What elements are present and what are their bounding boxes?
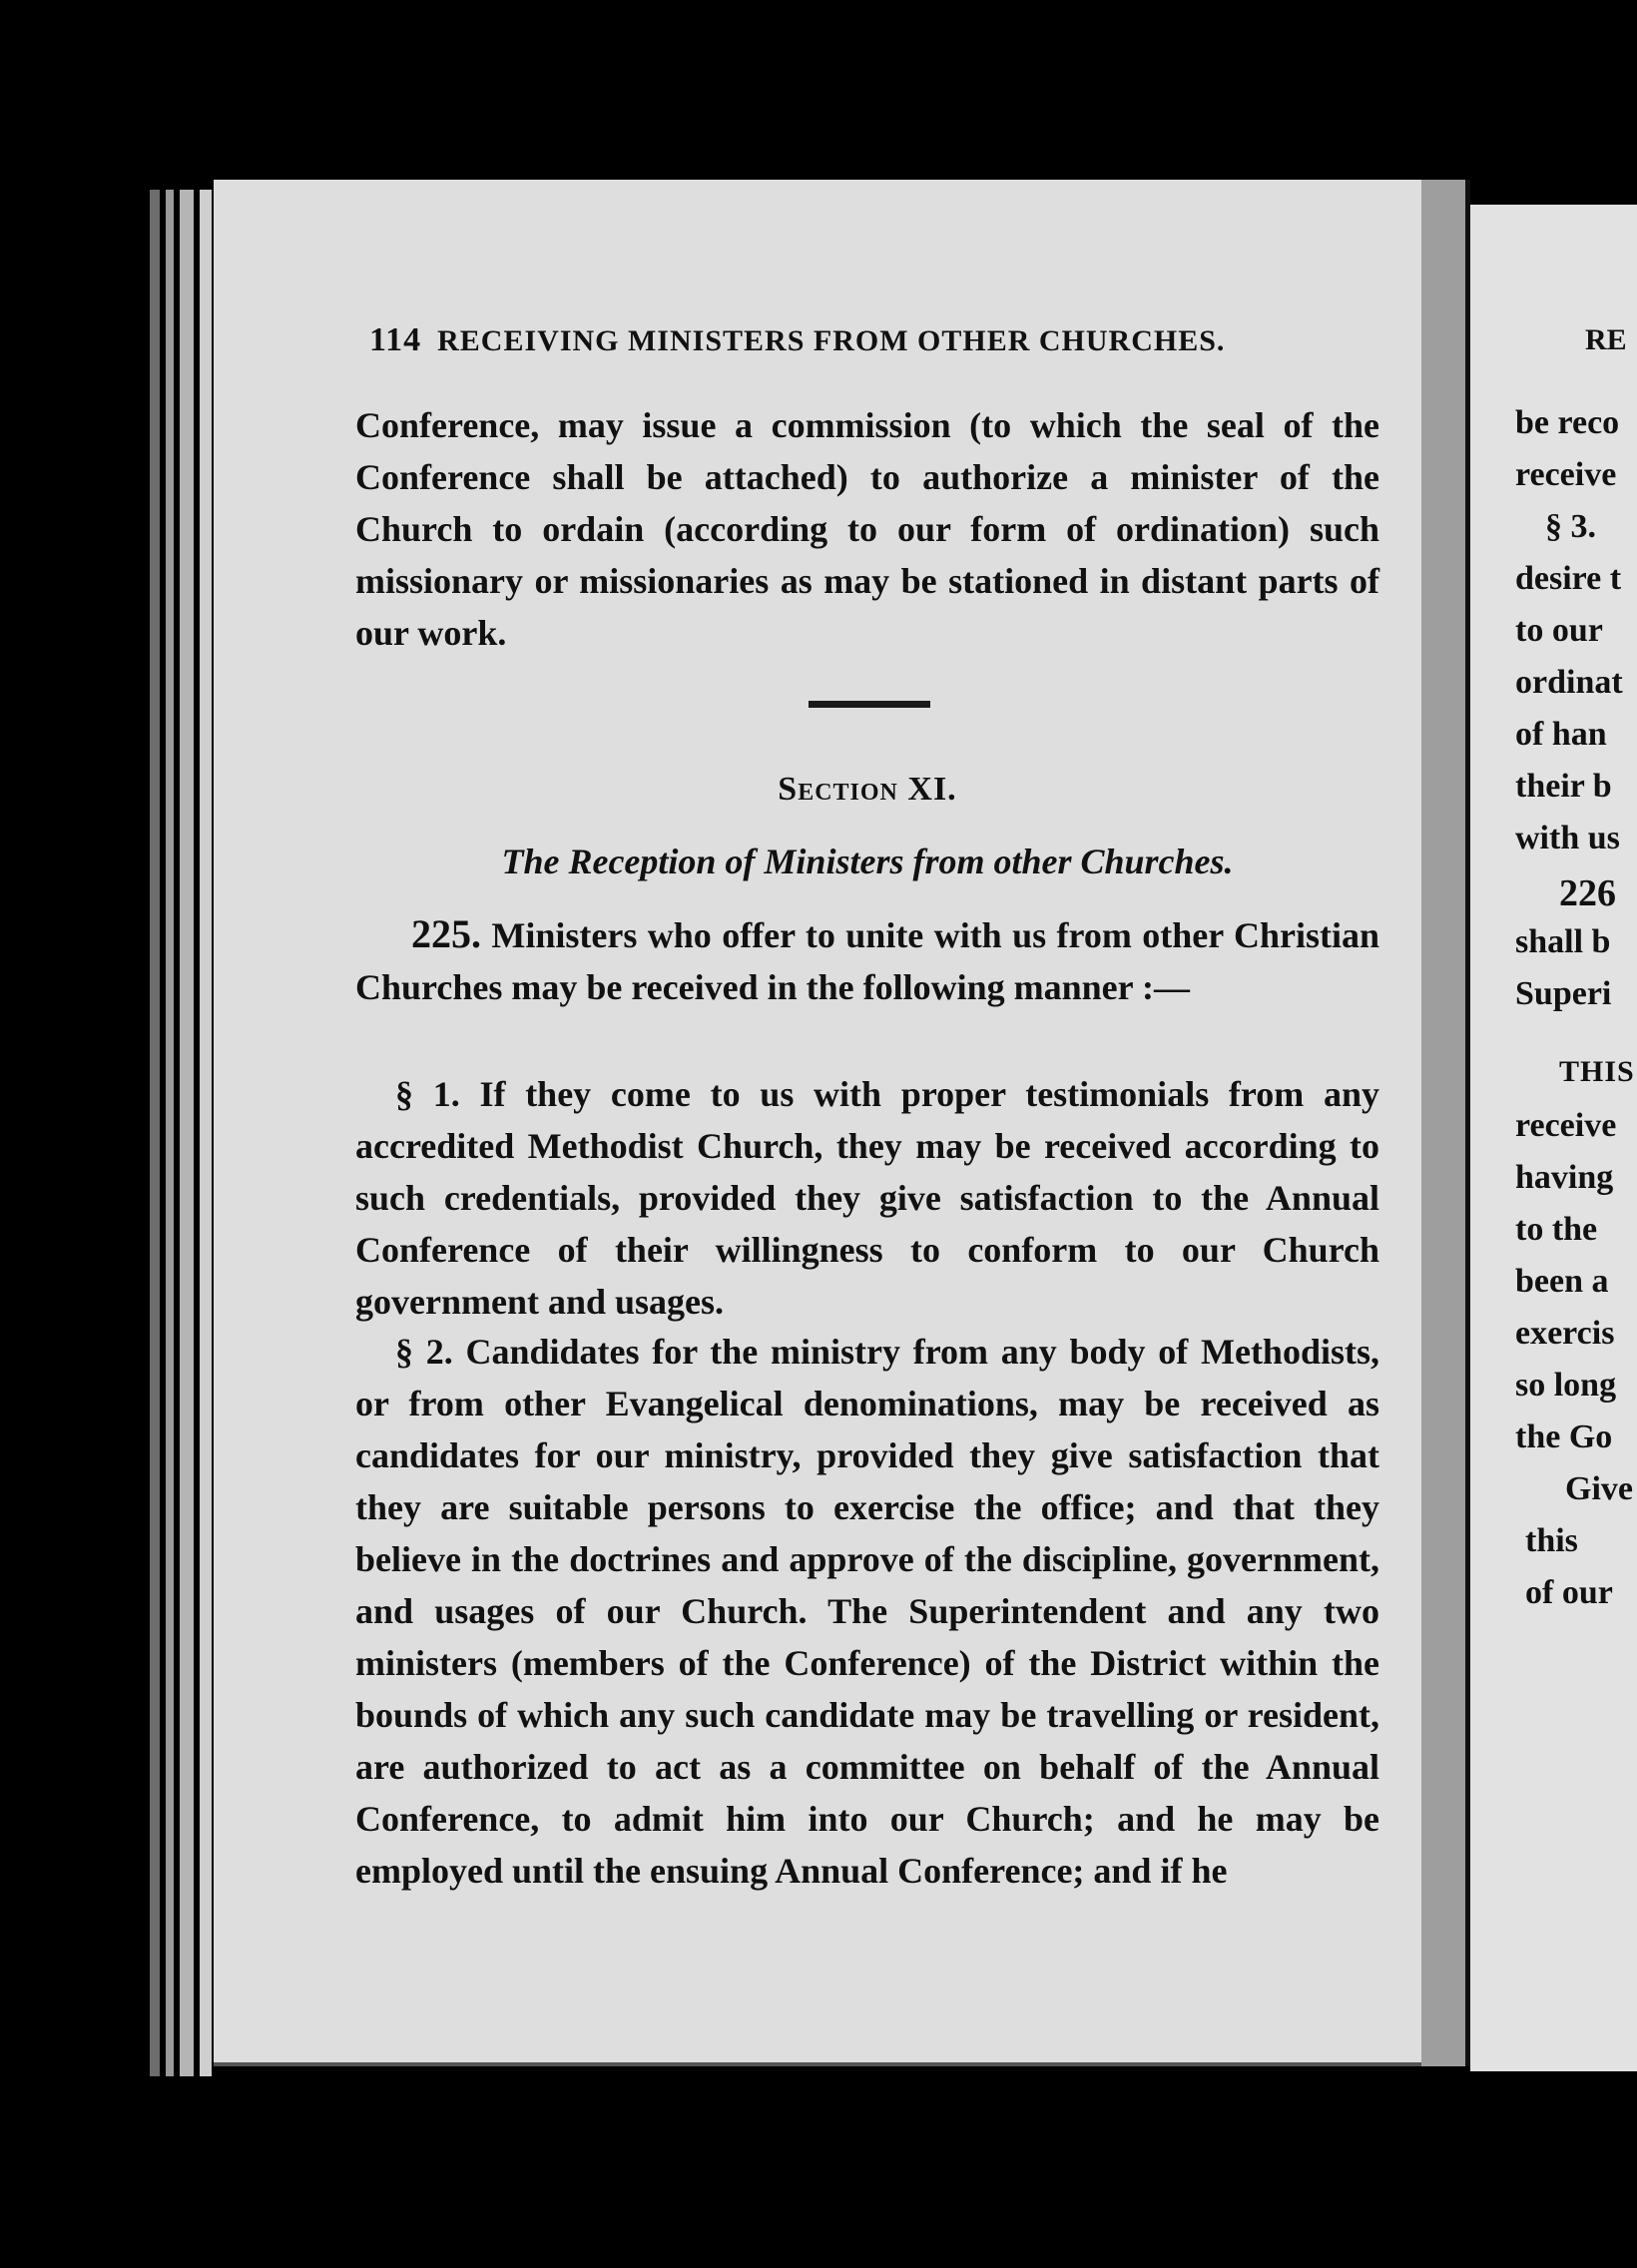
page-edge (180, 190, 194, 2076)
running-head (369, 321, 1377, 365)
right-line: § 3. (1545, 508, 1596, 545)
paragraph-number: 225. (411, 911, 481, 956)
right-line: having (1515, 1159, 1614, 1196)
paragraph-225-text: Ministers who offer to unite with us from other Christian Churches may be received in the following manner :— (355, 915, 1379, 1007)
right-line: receive (1515, 1107, 1617, 1144)
page-edge (166, 190, 174, 2076)
page-edge (150, 190, 160, 2076)
right-line: ordinat (1515, 664, 1623, 701)
right-line: of our (1525, 1574, 1613, 1611)
clause-1: § 1. If they come to us with proper testimonials from any accredited Methodist Church, they may be received according to such credentials, provided they give satisfaction to the Annual Conference of their willingness to conform to our Church government and usages. (355, 1074, 1379, 1322)
right-line: desire t (1515, 560, 1622, 597)
right-line: been a (1515, 1263, 1609, 1300)
section-heading: Section XI. (778, 771, 957, 808)
right-line: be reco (1515, 404, 1620, 441)
right-line: this (1525, 1522, 1578, 1559)
right-line: to our (1515, 612, 1603, 649)
page-number: 114 (369, 321, 422, 358)
right-line: Give (1565, 1470, 1633, 1507)
right-line: THIS (1559, 1055, 1635, 1088)
clause-2: § 2. Candidates for the ministry from any body of Methodists, or from other Evangelical denominations, may be received as candidates for our ministry, provided they give satisfaction that they are suitable persons to exercise the office; and that they believe in the doctrines and approve of the discipline, government, and usages of our Church. The Superintendent and any two ministers (members of the Conference) of the District within the bounds of which any such candidate may be travelling or resident, are authorized to act as a committee on behalf of the Annual Conference, to admit him into our Church; and he may be employed until the ensuing Annual Conference; and if he (355, 1332, 1379, 1891)
right-line: receive (1515, 456, 1617, 493)
running-head-title: RECEIVING MINISTERS FROM OTHER CHURCHES. (437, 324, 1226, 357)
right-line: their b (1515, 768, 1612, 805)
paragraph-225 (355, 908, 1379, 1013)
right-line: to the (1515, 1211, 1598, 1248)
right-line: shall b (1515, 923, 1611, 960)
right-line: Superi (1515, 975, 1612, 1012)
book-gutter (1421, 180, 1465, 2066)
right-line: the Go (1515, 1418, 1613, 1455)
section-subtitle: The Reception of Ministers from other Churches. (501, 842, 1234, 881)
page-bottom-edge (214, 2062, 1421, 2066)
right-running-head: RE (1585, 323, 1627, 356)
right-line: of han (1515, 716, 1607, 753)
right-line: so long (1515, 1367, 1617, 1404)
page-edge (200, 190, 212, 2076)
section-divider (809, 701, 930, 708)
right-line: with us (1515, 820, 1620, 856)
opening-paragraph: Conference, may issue a commission (to which the seal of the Conference shall be attached) to authorize a minister of the Church to ordain (according to our form of ordination) such missionary or missionaries as may be stationed in distant parts of our work. (355, 405, 1379, 653)
right-line: 226 (1559, 872, 1616, 914)
right-line: exercis (1515, 1315, 1615, 1352)
